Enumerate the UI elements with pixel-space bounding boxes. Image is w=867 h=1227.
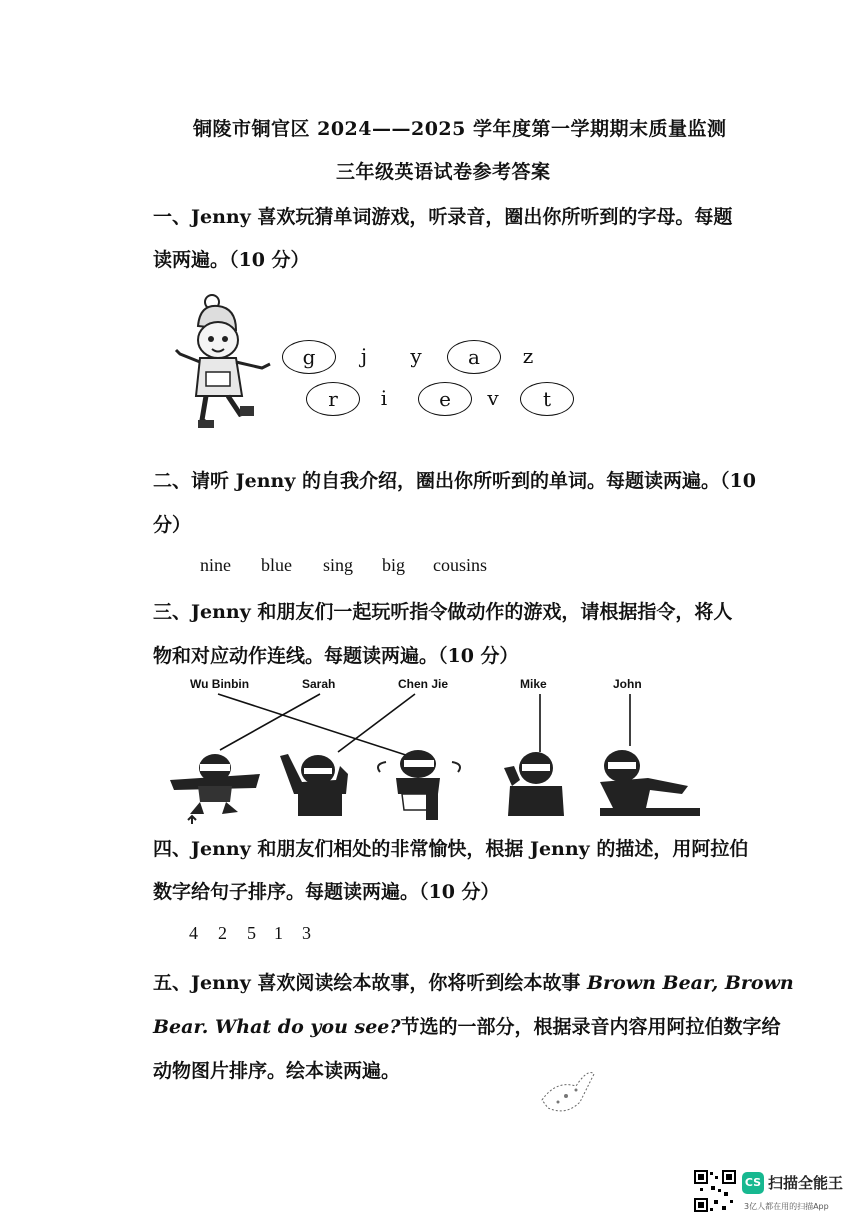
letter-v: v [487, 386, 499, 410]
word-sing: sing [323, 555, 354, 575]
letter-i: i [380, 386, 388, 410]
page-title: 铜陵市铜官区 2024——2025 学年度第一学期期末质量监测 [193, 118, 727, 140]
book-title-part2: Bear. What do you see? [153, 1016, 401, 1038]
section4-prompt-line1: 四、Jenny 和朋友们相处的非常愉快，根据 Jenny 的描述，用阿拉伯 [153, 838, 749, 860]
letter-j: j [360, 344, 368, 368]
girl-illustration [170, 292, 280, 437]
match-line-chen-jie [338, 694, 415, 752]
action-figure-5 [600, 750, 700, 816]
qr-code-icon [694, 1170, 736, 1212]
book-title-part1: Brown Bear, Brown [586, 972, 794, 994]
order-answer-4: 1 [274, 923, 283, 943]
word-blue: blue [261, 555, 292, 575]
order-answer-1: 4 [189, 923, 198, 943]
section5-prompt-line1 [153, 968, 794, 995]
letter-r: r [306, 382, 360, 416]
scanner-app-tagline: 3亿人都在用的扫描App [744, 1202, 829, 1211]
letter-y: y [410, 344, 422, 368]
section2-prompt-line1: 二、请听 Jenny 的自我介绍，圈出你所听到的单词。每题读两遍。（10 [153, 470, 756, 492]
name-mike: Mike [520, 677, 547, 691]
section2-prompt-line2: 分） [153, 514, 192, 536]
letter-a: a [447, 340, 501, 374]
section3-prompt-line2: 物和对应动作连线。每题读两遍。（10 分） [153, 645, 519, 667]
section5-prompt-line3: 动物图片排序。绘本读两遍。 [153, 1060, 401, 1082]
section1-prompt-line2: 读两遍。（10 分） [153, 249, 310, 271]
word-big: big [382, 555, 406, 575]
camscanner-logo-icon [742, 1172, 764, 1194]
section1-prompt-line1: 一、Jenny 喜欢玩猜单词游戏，听录音，圈出你所听到的字母。每题 [153, 206, 733, 228]
action-figure-2 [280, 754, 348, 816]
section4-prompt-line2: 数字给句子排序。每题读两遍。（10 分） [153, 881, 500, 903]
action-figure-3 [378, 750, 460, 820]
action-figure-1 [170, 754, 260, 824]
action-figure-4 [504, 752, 564, 816]
name-john: John [613, 677, 642, 691]
scanner-app-name: 扫描全能王 [768, 1174, 844, 1192]
order-answer-2: 2 [218, 923, 227, 943]
word-nine: nine [200, 555, 231, 575]
word-cousins: cousins [433, 555, 487, 575]
section5-prompt-line2-text: 节选的一部分，根据录音内容用阿拉伯数字给 [400, 1016, 781, 1038]
section3-prompt-line1: 三、Jenny 和朋友们一起玩听指令做动作的游戏，请根据指令，将人 [153, 601, 733, 623]
section5-prompt-line2 [153, 1012, 781, 1039]
order-answer-5: 3 [302, 923, 311, 943]
letter-z: z [522, 344, 534, 368]
camscanner-logo-text: CS [744, 1176, 762, 1189]
scan-smudge [536, 1060, 606, 1120]
name-wu-binbin: Wu Binbin [190, 677, 250, 691]
name-sarah: Sarah [302, 677, 336, 691]
order-answer-3: 5 [247, 923, 256, 943]
section5-prompt-line1-text: 五、Jenny 喜欢阅读绘本故事，你将听到绘本故事 [153, 972, 587, 994]
match-line-wu-binbin [218, 694, 415, 758]
page-subtitle: 三年级英语试卷参考答案 [336, 161, 551, 183]
letter-e: e [418, 382, 472, 416]
letter-t: t [520, 382, 574, 416]
letter-g: g [282, 340, 336, 374]
name-chen-jie: Chen Jie [398, 677, 449, 691]
matching-lines-and-kids [160, 690, 720, 830]
